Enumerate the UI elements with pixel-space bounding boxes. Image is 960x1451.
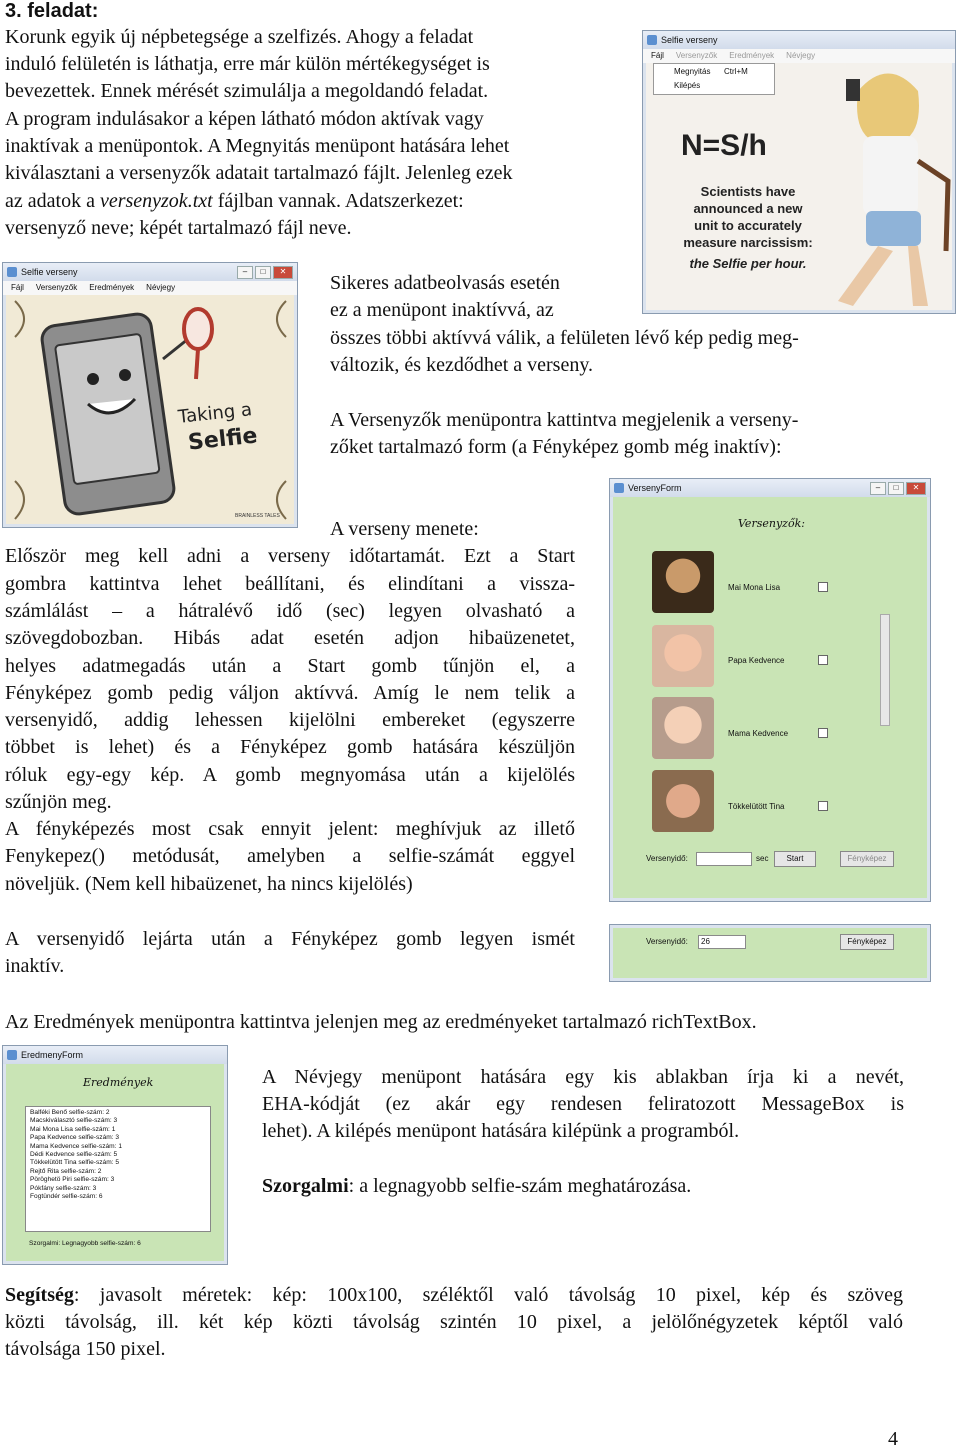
result-row: Mai Mona Lisa selfie-szám: 1 (30, 1125, 116, 1133)
lejart-line: A versenyidő lejárta után a Fényképez gomb legyen ismét (5, 928, 575, 950)
menete-line: Először meg kell adni a verseny időtartamát. Ezt a Start (5, 545, 575, 567)
window-title: VersenyForm (628, 483, 682, 493)
nevjegy-line: EHA-kódját (ez akár egy rendesen feliratozott MessageBox is (262, 1093, 904, 1115)
page-number: 4 (888, 1428, 898, 1450)
task-heading: 3. feladat: (5, 0, 99, 22)
window-title: Selfie verseny (661, 35, 718, 45)
selfie-cartoon-window (2, 262, 298, 528)
time-label: Versenyidő: (646, 937, 688, 946)
intro-line: az adatok a versenyzok.txt fájlban vannak. Adatszerkezet: (5, 190, 464, 212)
fenykepez-button[interactable]: Fényképez (840, 851, 894, 867)
close-icon[interactable]: ✕ (273, 266, 293, 279)
maximize-icon[interactable]: □ (255, 266, 271, 279)
sign-text: Taking a (177, 399, 253, 428)
segitseg-line: Segítség: javasolt méretek: kép: 100x100, széléktől való távolság 10 pixel, kép és szöveg (5, 1284, 903, 1306)
menete-line: gombra kattintva lehet beállítani, és elindítani a vissza- (5, 573, 575, 595)
success-line: Sikeres adatbeolvasás esetén (330, 272, 560, 294)
menu-eredmenyek[interactable]: Eredmények (729, 51, 775, 60)
competitor-photo (652, 770, 714, 832)
segitseg-line: távolsága 150 pixel. (5, 1338, 166, 1360)
result-row: Dédi Kedvence selfie-szám: 5 (30, 1151, 118, 1159)
selfie-start-window (642, 30, 956, 314)
menu-bar (3, 281, 297, 295)
szorgalmi-label: Szorgalmi (262, 1175, 349, 1197)
menete-line: versenyidő, addig lehessen kijelölni embereket (egyszerre (5, 709, 575, 731)
menete-line: róluk egy-egy kép. A gomb megnyomása után a kijelölés (5, 764, 575, 786)
time-label: Versenyidő: (646, 854, 688, 863)
selfie-woman-photo (818, 51, 953, 311)
menete-line: szűnjön meg. (5, 791, 112, 813)
nevjegy-line: lehet). A kilépés menüpont hatására kilépünk a programból. (262, 1120, 740, 1142)
window-titlebar (643, 31, 955, 49)
menete-line: Fényképez gomb pedig váljon aktívvá. Amíg le nem telik a (5, 682, 575, 704)
menu-eredmenyek[interactable]: Eredmények (89, 283, 135, 292)
window-controls (870, 482, 926, 495)
menu-fajl[interactable]: Fájl (11, 283, 24, 292)
competitor-photo (652, 551, 714, 613)
competitor-name: Mama Kedvence (728, 729, 789, 738)
minimize-icon[interactable]: – (237, 266, 253, 279)
caption-line: unit to accurately (694, 218, 802, 233)
results-header: Eredmények (83, 1076, 154, 1089)
menu-versenyzok[interactable]: Versenyzők (675, 51, 718, 60)
competitor-checkbox[interactable] (818, 801, 828, 811)
sec-label: sec (756, 854, 769, 863)
close-icon[interactable]: ✕ (906, 482, 926, 495)
shortcut-label: Ctrl+M (724, 67, 748, 76)
segitseg-line: közti távolság, ill. két kép közti távolság szintén 10 pixel, a jelölőnégyzetek képtől való (5, 1311, 903, 1333)
menu-nevjegy[interactable]: Névjegy (146, 283, 176, 292)
scrollbar[interactable] (880, 614, 890, 726)
result-row: Pöröghetö Piri selfie-szám: 3 (30, 1176, 115, 1184)
menete-line: növeljük. (Nem kell hibaüzenet, ha nincs kijelölés) (5, 873, 413, 895)
result-row: Rejtő Rita selfie-szám: 2 (30, 1167, 102, 1175)
caption-line: Scientists have (700, 184, 796, 199)
eredmenyek-line: Az Eredmények menüpontra kattintva jelenjen meg az eredményeket tartalmazó richTextBox. (5, 1011, 757, 1033)
results-footer: Szorgalmi: Legnagyobb selfie-szám: 6 (29, 1240, 141, 1247)
szorgalmi-line: Szorgalmi: a legnagyobb selfie-szám meghatározása. (262, 1175, 692, 1197)
intro-line: inaktívak a menüpontok. A Megnyitás menüpont hatására lehet (5, 135, 510, 157)
success-line: ez a menüpont inaktívvá, az (330, 299, 554, 321)
file-dropdown (653, 63, 775, 95)
result-row: Balféki Benő selfie-szám: 2 (30, 1109, 110, 1116)
competitor-photo (652, 625, 714, 687)
menete-line: számlálást – a hátralévő idő (sec) legyen olvasható a (5, 600, 575, 622)
menu-nevjegy[interactable]: Névjegy (786, 51, 816, 60)
app-icon (647, 35, 657, 45)
intro-line: kiválasztani a versenyzők adatait tartalmazó fájlt. Jelenleg ezek (5, 162, 513, 184)
window-controls (237, 266, 293, 279)
menu-item-megnyitas[interactable]: Megnyitás (674, 67, 711, 76)
menete-line: Fenykepez() metódusát, amelyben a selfie-számát eggyel (5, 845, 575, 867)
filename: versenyzok.txt (99, 190, 213, 212)
caption-line: announced a new (693, 201, 803, 216)
nevjegy-line: A Névjegy menüpont hatására egy kis ablakban írja ki a nevét, (262, 1066, 904, 1088)
competitors-header: Versenyzők: (738, 517, 805, 530)
result-row: Mama Kedvence selfie-szám: 1 (30, 1142, 122, 1150)
window-title: Selfie verseny (21, 267, 78, 277)
competitor-checkbox[interactable] (818, 655, 828, 665)
success-line: összes többi aktívvá válik, a felületen lévő kép pedig meg- (330, 327, 799, 349)
menu-versenyzok[interactable]: Versenyzők (35, 283, 78, 292)
caption-line: measure narcissism: (683, 235, 813, 250)
versenyform-window (609, 478, 931, 902)
intro-line: versenyző neve; képét tartalmazó fájl neve. (5, 217, 352, 239)
window-titlebar (3, 263, 297, 281)
segitseg-label: Segítség (5, 1284, 74, 1306)
window-title: EredmenyForm (21, 1050, 84, 1060)
menete-line: helyes adatmegadás után a Start gomb tűnjön el, a (5, 655, 575, 677)
competitor-name: Tökkelütött Tina (728, 802, 785, 811)
intro-line: Korunk egyik új népbetegsége a szelfizés. Ahogy a feladat (5, 26, 474, 48)
competitor-name: Mai Mona Lisa (728, 583, 781, 592)
menu-fajl[interactable]: Fájl (651, 51, 664, 60)
credit-text: BRAINLESS TALES (235, 513, 280, 519)
result-row: Pókfány selfie-szám: 3 (30, 1184, 97, 1192)
app-icon (7, 1050, 17, 1060)
menete-line: szövegdobozban. Hibás adat esetén adjon hibaüzenetet, (5, 627, 575, 649)
window-titlebar (610, 479, 930, 497)
menete-line: többet is lehet) és a Fényképez gomb hatására készüljön (5, 736, 575, 758)
fenykepez-button[interactable]: Fényképez (840, 934, 894, 950)
time-input[interactable]: 26 (698, 935, 746, 949)
success-line: változik, és kezdődhet a verseny. (330, 354, 594, 376)
formula-text: N=S/h (681, 129, 767, 162)
caption-text (663, 183, 833, 272)
eredmenyform-window (2, 1045, 228, 1265)
result-row: Tökkelütött Tina selfie-szám: 5 (30, 1159, 120, 1167)
window-titlebar (3, 1046, 227, 1064)
competitor-photo (652, 697, 714, 759)
versenyzok-line: zőket tartalmazó form (a Fényképez gomb még inaktív): (330, 436, 782, 458)
intro-line: A program indulásakor a képen látható módon aktívak vagy (5, 108, 484, 130)
competitor-name: Papa Kedvence (728, 656, 785, 665)
lejart-line: inaktív. (5, 955, 65, 977)
minimize-icon[interactable]: – (870, 482, 886, 495)
maximize-icon[interactable]: □ (888, 482, 904, 495)
result-row: Macskiválasztó selfie-szám: 3 (30, 1117, 118, 1125)
versenyzok-line: A Versenyzők menüpontra kattintva megjelenik a verseny- (330, 409, 799, 431)
competitor-checkbox[interactable] (818, 582, 828, 592)
versenyido-strip (609, 924, 931, 982)
competitor-checkbox[interactable] (818, 728, 828, 738)
sign-text: Selfie (186, 423, 259, 456)
result-row: Papa Kedvence selfie-szám: 3 (30, 1134, 120, 1142)
menete-line: A verseny menete: (330, 518, 479, 540)
app-icon (7, 267, 17, 277)
intro-line: induló felületén is láthatja, erre már külön mértékegységet is (5, 53, 490, 75)
menete-line: A fényképezés most csak ennyit jelent: meghívjuk az illető (5, 818, 575, 840)
results-richtextbox[interactable] (25, 1106, 211, 1232)
time-input[interactable] (696, 852, 752, 866)
result-row: Fogtündér selfie-szám: 6 (30, 1193, 103, 1201)
menu-item-kilepes[interactable]: Kilépés (674, 81, 701, 90)
caption-line: the Selfie per hour. (689, 256, 807, 271)
app-icon (614, 483, 624, 493)
intro-line: bevezettek. Ennek mérését szimulálja a megoldandó feladat. (5, 80, 489, 102)
start-button[interactable]: Start (774, 851, 816, 867)
